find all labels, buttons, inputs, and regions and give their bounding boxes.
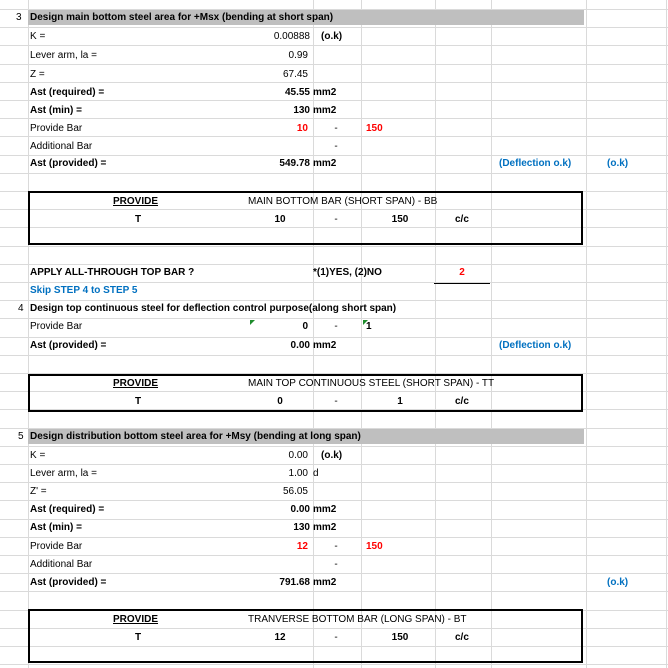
s3-ast-required-value[interactable]: 45.55 [284,87,310,98]
grid-column-line [491,0,492,668]
s5-z-value[interactable]: 56.05 [282,486,308,497]
grid-row-line [0,519,668,520]
box3-provide-label: PROVIDE [113,614,159,625]
grid-column-line [666,0,667,668]
box2-cc-label: c/c [455,396,469,407]
box1-t-label: T [134,214,142,225]
box3-separator: - [334,632,338,643]
box2-t-label: T [134,396,142,407]
s3-ast-provided-value[interactable]: 549.78 [279,158,310,169]
grid-row-line [0,573,668,574]
grid-row-line [0,82,668,83]
grid-row-line [0,318,668,319]
s5-status: (o.k) [607,577,629,588]
s3-ast-min-unit: mm2 [313,105,337,116]
grid-row-line [0,155,668,156]
grid-row-line [0,100,668,101]
s3-ast-required-unit: mm2 [313,87,337,98]
s4-bar-diameter[interactable]: 0 [302,321,308,332]
s3-lever-arm-value[interactable]: 0.99 [288,50,308,61]
grid-row-line [0,337,668,338]
box1-provide-label: PROVIDE [113,196,159,207]
section-4-title: Design top continuous steel for deflection control purpose(along short span) [30,303,397,314]
s3-lever-arm-label: Lever arm, la = [30,50,97,61]
grid-row-line [0,591,668,592]
s5-ast-required-label: Ast (required) = [30,504,105,515]
s5-bar-spacing[interactable]: 150 [366,541,383,552]
toggle-cell-underline [434,283,490,284]
s3-provide-bar-label: Provide Bar [30,123,83,134]
grid-column-line [586,0,587,668]
grid-row-line [0,446,668,447]
s4-ast-provided-value[interactable]: 0.00 [290,340,310,351]
s3-additional-bar-value: - [334,141,338,152]
s4-deflection-status: (Deflection o.k) [499,340,572,351]
skip-step-note: Skip STEP 4 to STEP 5 [30,285,138,296]
box3-t-label: T [134,632,142,643]
s3-bar-spacing[interactable]: 150 [366,123,383,134]
box1-cc-label: c/c [455,214,469,225]
box2-bar-spacing: 1 [397,396,403,407]
s5-provide-bar-label: Provide Bar [30,541,83,552]
box2-provide-label: PROVIDE [113,378,159,389]
grid-row-line [0,500,668,501]
s4-bar-separator: - [334,321,338,332]
s3-k-label: K = [30,31,46,42]
s3-ast-min-label: Ast (min) = [30,105,82,116]
box1-separator: - [334,214,338,225]
box3-bar-spacing: 150 [391,632,409,643]
grid-row-line [0,464,668,465]
grid-column-line [313,0,314,668]
s5-k-status: (o.k) [321,450,343,461]
s3-k-value[interactable]: 0.00888 [273,31,310,42]
s5-bar-diameter[interactable]: 12 [296,541,308,552]
box3-cc-label: c/c [455,632,469,643]
grid-row-line [0,27,668,28]
grid-column-line [435,0,436,668]
s4-bar-spacing[interactable]: 1 [366,321,372,332]
box2-description: MAIN TOP CONTINUOUS STEEL (SHORT SPAN) - TT [248,378,495,389]
grid-column-line [361,0,362,668]
s5-k-label: K = [30,450,46,461]
grid-row-line [0,136,668,137]
grid-row-line [0,173,668,174]
grid-row-line [0,664,668,665]
section-4-number: 4 [18,303,24,314]
box1-bar-diameter: 10 [274,214,286,225]
grid-row-line [0,246,668,247]
s5-bar-separator: - [334,541,338,552]
s3-ast-required-label: Ast (required) = [30,87,105,98]
s5-ast-required-unit: mm2 [313,504,337,515]
s3-ast-provided-label: Ast (provided) = [30,158,107,169]
grid-row-line [0,537,668,538]
s5-ast-required-value[interactable]: 0.00 [290,504,310,515]
section-5-title: Design distribution bottom steel area for +Msy (bending at long span) [30,431,361,442]
s5-ast-min-unit: mm2 [313,522,337,533]
section-5-number: 5 [18,431,24,442]
box2-separator: - [334,396,338,407]
s4-ast-provided-label: Ast (provided) = [30,340,107,351]
s3-ast-provided-unit: mm2 [313,158,337,169]
box2-bar-diameter: 0 [277,396,283,407]
s5-additional-bar-value: - [334,559,338,570]
grid-row-line [0,555,668,556]
section-3-title: Design main bottom steel area for +Msx (bending at short span) [30,12,334,23]
grid-row-line [0,64,668,65]
s3-z-label: Z = [30,69,45,80]
s4-ast-provided-unit: mm2 [313,340,337,351]
grid-row-line [0,355,668,356]
grid-row-line [0,45,668,46]
grid-row-line [0,482,668,483]
s5-lever-arm-label: Lever arm, la = [30,468,97,479]
s5-lever-arm-unit: d [313,468,319,479]
s3-deflection-status: (Deflection o.k) [499,158,572,169]
grid-row-line [0,300,668,301]
box1-description: MAIN BOTTOM BAR (SHORT SPAN) - BB [248,196,438,207]
all-through-top-bar-question: APPLY ALL-THROUGH TOP BAR ? [30,267,195,278]
box3-bar-diameter: 12 [274,632,286,643]
grid-row-line [0,264,668,265]
s5-additional-bar-label: Additional Bar [30,559,93,570]
s5-lever-arm-value[interactable]: 1.00 [288,468,308,479]
grid-row-line [0,282,668,283]
s3-additional-bar-label: Additional Bar [30,141,93,152]
s5-ast-provided-label: Ast (provided) = [30,577,107,588]
s5-ast-provided-value[interactable]: 791.68 [279,577,310,588]
s3-bar-separator: - [334,123,338,134]
s3-ast-min-value[interactable]: 130 [293,105,310,116]
section-3-number: 3 [16,12,22,23]
s3-status: (o.k) [607,158,629,169]
box1-bar-spacing: 150 [391,214,409,225]
s3-bar-diameter[interactable]: 10 [296,123,308,134]
grid-row-line [0,118,668,119]
all-through-top-bar-input[interactable]: 2 [459,267,465,278]
box3-description: TRANVERSE BOTTOM BAR (LONG SPAN) - BT [248,614,467,625]
all-through-top-bar-options: *(1)YES, (2)NO [313,267,382,278]
s5-ast-min-label: Ast (min) = [30,522,82,533]
grid-column-line [28,0,29,668]
s3-k-status: (o.k) [321,31,343,42]
s3-z-value[interactable]: 67.45 [282,69,308,80]
s5-ast-min-value[interactable]: 130 [293,522,310,533]
s4-provide-bar-label: Provide Bar [30,321,83,332]
s5-k-value[interactable]: 0.00 [288,450,308,461]
s5-ast-provided-unit: mm2 [313,577,337,588]
s5-z-label: Z' = [30,486,47,497]
